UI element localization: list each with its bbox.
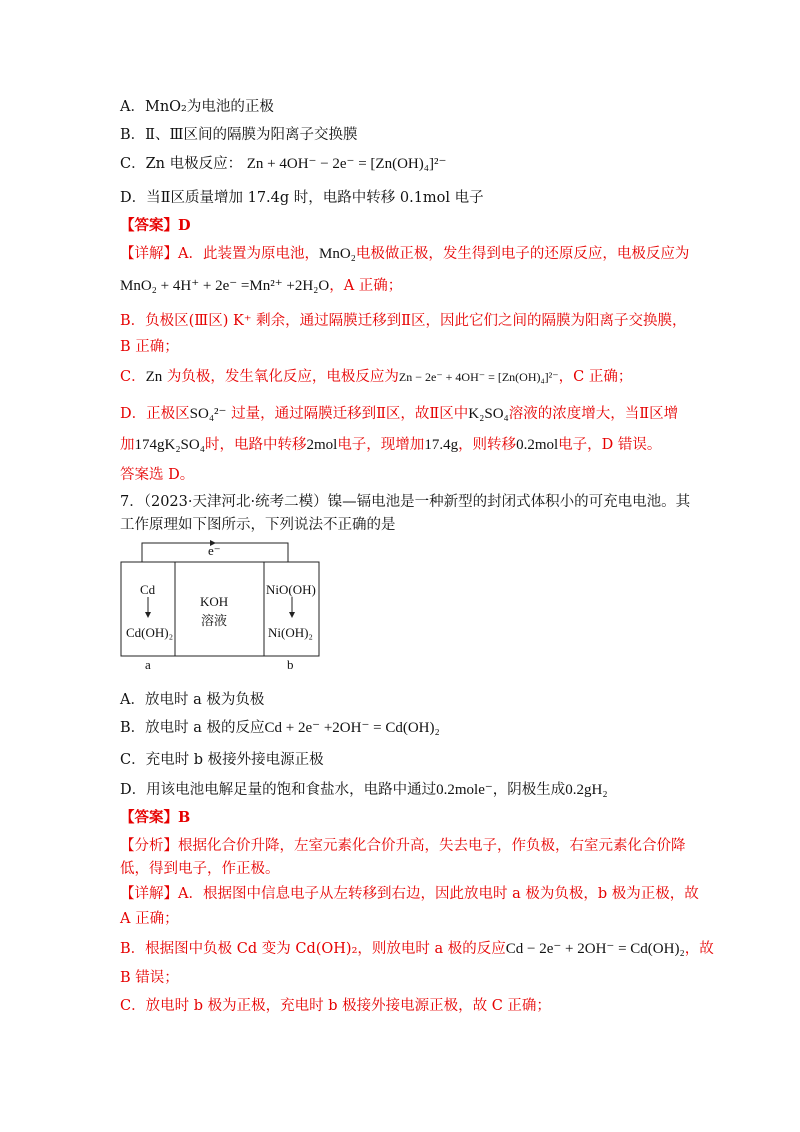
q7-answer: 【答案】B — [120, 809, 191, 826]
electrolyte-koh: KOH — [200, 594, 229, 609]
q6-detail-mno2: MnO₂ — [318, 246, 356, 262]
q6-detail-a-verdict: ，A 正确； — [329, 278, 403, 294]
q6-detail-d-mass2: 17.4g — [424, 437, 459, 453]
q6-detail-d-text5: ，则转移 — [458, 437, 517, 453]
q6-detail-a-text: 电极做正极，发生得到电子的还原反应，电极反应为 — [355, 246, 690, 262]
q7-option-b-equation: Cd + 2e⁻ +2OH⁻ = Cd(OH)₂ — [264, 720, 440, 736]
q6-detail-d-intro: D．正极区 — [120, 406, 190, 422]
q7-detail-b-equation: Cd − 2e⁻ + 2OH⁻ = Cd(OH)₂ — [505, 941, 685, 957]
q7-stem-line2: 工作原理如下图所示，下列说法不正确的是 — [120, 517, 396, 533]
q6-detail-d-k2so4: K₂SO₄ — [468, 406, 509, 422]
electron-label: e⁻ — [208, 543, 221, 558]
q6-detail-c-label: C． — [120, 369, 146, 385]
q6-detail-d-text3: 时，电路中转移 — [204, 437, 307, 453]
q6-detail-d-line1 — [120, 404, 678, 424]
q7-detail-a-line2: A 正确； — [120, 911, 179, 927]
q7-detail-b-line2: B 错误； — [120, 970, 179, 986]
q6-detail-d-line2 — [120, 435, 661, 455]
q7-analysis-line2: 低，得到电子，作正极。 — [120, 861, 280, 877]
q6-option-c-equation: Zn + 4OH⁻ − 2e⁻ = [Zn(OH)₄]²⁻ — [246, 156, 447, 172]
q6-detail-c-text: 为负极，发生氧化反应，电极反应为 — [162, 369, 399, 385]
q7-option-d-charge: 0.2mole⁻ — [436, 782, 493, 798]
q6-detail-d-add: 加 — [120, 437, 135, 453]
q6-detail-b-line1 — [120, 311, 687, 331]
q7-detail-a-line1: 【详解】A．根据图中信息电子从左转移到右边，因此放电时 a 极为负极，b 极为正极，故 — [120, 886, 699, 902]
q7-detail-b-suffix: ，故 — [684, 941, 714, 957]
q6-detail-a-line1 — [120, 244, 689, 264]
q6-detail-d-text1: 过量，通过隔膜迁移到Ⅱ区，故Ⅱ区中 — [226, 406, 469, 422]
electrode-label-a: a — [145, 657, 151, 672]
q6-detail-a-intro: 【详解】A．此装置为原电池， — [120, 246, 319, 262]
q6-detail-c — [120, 367, 632, 387]
q6-detail-c-verdict: ，C 正确； — [558, 369, 633, 385]
electrode-label-b: b — [287, 657, 294, 672]
q6-detail-b-text: B．负极区(Ⅲ区) K⁺ 剩余，通过隔膜迁移到Ⅱ区，因此它们之间的隔膜为阳离子交换膜， — [120, 313, 687, 329]
q6-option-c — [120, 154, 446, 174]
q7-option-a: A．放电时 a 极为负极 — [120, 692, 265, 708]
q6-detail-d-mol2: 0.2mol — [516, 437, 559, 453]
q6-detail-c-equation: Zn − 2e⁻ + 4OH⁻ = [Zn(OH)₄]²⁻ — [398, 370, 559, 384]
q7-detail-c: C．放电时 b 极为正极，充电时 b 极接外接电源正极，故 C 正确； — [120, 998, 551, 1014]
q6-detail-a-line2 — [120, 276, 402, 296]
q6-option-a: A．MnO₂为电池的正极 — [120, 99, 274, 115]
q6-conclusion: 答案选 D。 — [120, 467, 195, 483]
q6-detail-d-mol1: 2mol — [306, 437, 338, 453]
q7-option-c: C．充电时 b 极接外接电源正极 — [120, 752, 324, 768]
q7-stem-line1: 7．（2023·天津河北·统考二模）镍—镉电池是一种新型的封闭式体积小的可充电电池。其 — [120, 494, 691, 510]
q6-detail-c-zn: Zn — [145, 369, 163, 385]
q7-option-b-label: B．放电时 a 极的反应 — [120, 720, 265, 736]
q6-detail-d-sulfate: SO₄²⁻ — [189, 406, 227, 422]
nicd-battery-diagram — [120, 540, 325, 670]
left-electrode-bottom: Cd(OH)₂ — [126, 625, 174, 640]
q7-option-d-text2: ，阴极生成 — [492, 782, 566, 798]
q7-detail-b-text: B．根据图中负极 Cd 变为 Cd(OH)₂，则放电时 a 极的反应 — [120, 941, 506, 957]
q6-detail-d-mass1: 174gK₂SO₄ — [134, 437, 205, 453]
q6-option-c-label: C．Zn 电极反应： — [120, 156, 243, 172]
q7-analysis-line1: 【分析】根据化合价升降，左室元素化合价升高，失去电子，作负极，右室元素化合价降 — [120, 838, 686, 854]
q6-detail-d-text2: 溶液的浓度增大，当Ⅱ区增 — [508, 406, 679, 422]
q7-option-b — [120, 718, 440, 738]
q7-option-d-text1: D．用该电池电解足量的饱和食盐水，电路中通过 — [120, 782, 437, 798]
q6-option-d: D．当Ⅱ区质量增加 17.4g 时，电路中转移 0.1mol 电子 — [120, 190, 484, 206]
right-electrode-top: NiO(OH) — [266, 582, 316, 597]
q6-detail-d-verdict: 电子，D 错误。 — [558, 437, 662, 453]
q7-detail-b-line1 — [120, 939, 714, 959]
q6-detail-a-equation: MnO₂ + 4H⁺ + 2e⁻ =Mn²⁺ +2H₂O — [120, 278, 330, 294]
left-electrode-top: Cd — [140, 582, 156, 597]
right-electrode-bottom: Ni(OH)₂ — [268, 625, 313, 640]
q6-detail-b-line2: B 正确； — [120, 339, 179, 355]
q6-option-b: B．Ⅱ、Ⅲ区间的隔膜为阳离子交换膜 — [120, 127, 358, 143]
q7-option-d-hydrogen: 0.2gH₂ — [565, 782, 608, 798]
q6-detail-d-text4: 电子，现增加 — [337, 437, 425, 453]
electrolyte-solution: 溶液 — [201, 613, 228, 628]
q6-answer: 【答案】D — [120, 217, 191, 234]
q7-option-d — [120, 780, 608, 800]
